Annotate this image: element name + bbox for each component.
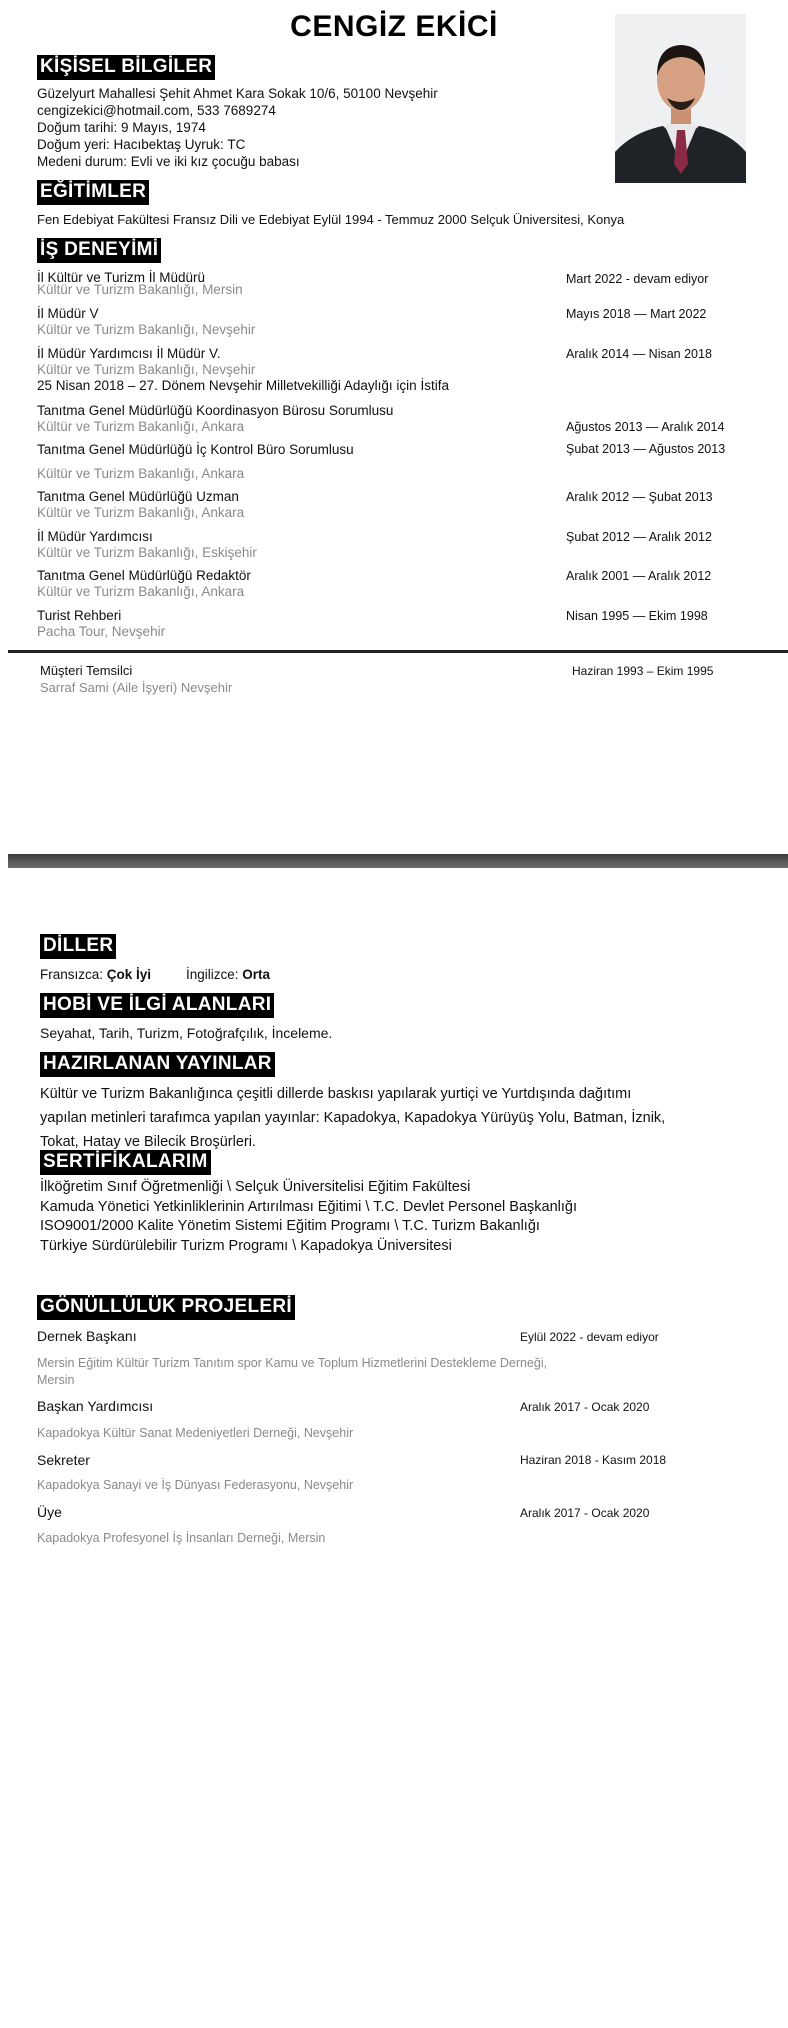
certificate-item: Türkiye Sürdürülebilir Turizm Programı \ Kapadokya Üniversitesi: [40, 1237, 452, 1254]
experience-note: 25 Nisan 2018 – 27. Dönem Nevşehir Milletvekilliği Adaylığı için İstifa: [37, 378, 449, 393]
publications-line: yapılan metinleri tarafımca yapılan yayınlar: Kapadokya, Kapadokya Yürüyüş Yolu, Batman, İznik,: [40, 1110, 666, 1126]
experience-title: Tanıtma Genel Müdürlüğü İç Kontrol Büro Sorumlusu: [37, 442, 354, 457]
volunteer-title: Sekreter: [37, 1452, 90, 1468]
volunteer-date: Eylül 2022 - devam ediyor: [520, 1330, 659, 1344]
volunteer-date: Haziran 2018 - Kasım 2018: [520, 1453, 667, 1467]
volunteer-title: Dernek Başkanı: [37, 1328, 137, 1344]
experience-org: Kültür ve Turizm Bakanlığı, Ankara: [37, 419, 245, 434]
experience-date: Şubat 2012 — Aralık 2012: [566, 530, 712, 544]
certificate-item: ISO9001/2000 Kalite Yönetim Sistemi Eğitim Programı \ T.C. Turizm Bakanlığı: [40, 1218, 540, 1234]
personal-address: Güzelyurt Mahallesi Şehit Ahmet Kara Sokak 10/6, 50100 Nevşehir: [37, 86, 438, 101]
personal-contact: cengizekici@hotmail.com, 533 7689274: [37, 103, 276, 118]
volunteer-org: Kapadokya Profesyonel İş İnsanları Derneği, Mersin: [37, 1531, 326, 1545]
volunteer-org: Kapadokya Kültür Sanat Medeniyetleri Derneği, Nevşehir: [37, 1426, 354, 1440]
certificate-item: Kamuda Yönetici Yetkinliklerinin Artırılması Eğitimi \ T.C. Devlet Personel Başkanlığı: [40, 1198, 578, 1215]
experience-date: Mart 2022 - devam ediyor: [566, 272, 709, 286]
experience-org: Kültür ve Turizm Bakanlığı, Ankara: [37, 584, 245, 599]
experience-title: Tanıtma Genel Müdürlüğü Koordinasyon Bürosu Sorumlusu: [37, 403, 394, 418]
volunteer-org-continued: Mersin: [37, 1373, 75, 1387]
language-level: Orta: [242, 967, 271, 982]
publications-line: Kültür ve Turizm Bakanlığınca çeşitli dillerde baskısı yapılarak yurtiçi ve Yurtdışında dağıtımı: [40, 1086, 632, 1102]
publications-text: [40, 1082, 740, 1154]
volunteer-date: Aralık 2017 - Ocak 2020: [520, 1400, 650, 1414]
experience-title: Turist Rehberi: [37, 608, 122, 623]
section-heading-education: EĞİTİMLER: [37, 180, 149, 205]
section-heading-certificates: SERTİFİKALARIM: [40, 1150, 211, 1175]
profile-photo: [615, 14, 746, 183]
experience-date: Şubat 2013 — Ağustos 2013: [566, 442, 726, 456]
section-heading-publications: HAZIRLANAN YAYINLAR: [40, 1052, 275, 1077]
language-french: [40, 967, 151, 982]
experience-date: Mayıs 2018 — Mart 2022: [566, 307, 707, 321]
page-break: [8, 854, 788, 868]
experience-date: Nisan 1995 — Ekim 1998: [566, 609, 708, 623]
hobbies-text: Seyahat, Tarih, Turizm, Fotoğrafçılık, İnceleme.: [40, 1025, 333, 1041]
experience-title: Müşteri Temsilci: [40, 663, 133, 678]
experience-title: İl Müdür Yardımcısı İl Müdür V.: [37, 346, 221, 361]
section-heading-languages: DİLLER: [40, 934, 116, 959]
certificates-list: [40, 1178, 740, 1256]
experience-org: Kültür ve Turizm Bakanlığı, Ankara: [37, 505, 245, 520]
personal-birthplace: Doğum yeri: Hacıbektaş Uyruk: TC: [37, 137, 246, 152]
experience-org: Kültür ve Turizm Bakanlığı, Eskişehir: [37, 545, 257, 560]
personal-marital: Medeni durum: Evli ve iki kız çocuğu babası: [37, 154, 300, 169]
volunteer-org: Kapadokya Sanayi ve İş Dünyası Federasyonu, Nevşehir: [37, 1478, 354, 1492]
page-divider: [8, 650, 788, 653]
language-name: İngilizce:: [186, 967, 239, 982]
publications-line: Tokat, Hatay ve Bilecik Broşürleri.: [40, 1134, 256, 1150]
volunteer-title: Üye: [37, 1504, 62, 1520]
volunteer-org: Mersin Eğitim Kültür Turizm Tanıtım spor Kamu ve Toplum Hizmetlerini Destekleme Derneği,: [37, 1356, 548, 1370]
experience-date: Aralık 2001 — Aralık 2012: [566, 569, 712, 583]
certificate-item: İlköğretim Sınıf Öğretmenliği \ Selçuk Üniversitelisi Eğitim Fakültesi: [40, 1179, 471, 1195]
experience-title: Tanıtma Genel Müdürlüğü Redaktör: [37, 568, 251, 583]
education-entry: Fen Edebiyat Fakültesi Fransız Dili ve Edebiyat Eylül 1994 - Temmuz 2000 Selçuk Üniversitesi, Konya: [37, 212, 625, 227]
section-heading-personal: KİŞİSEL BİLGİLER: [37, 55, 215, 80]
experience-date: Ağustos 2013 — Aralık 2014: [566, 420, 725, 434]
volunteer-date: Aralık 2017 - Ocak 2020: [520, 1506, 650, 1520]
experience-org: Kültür ve Turizm Bakanlığı, Nevşehir: [37, 322, 256, 337]
personal-birthdate: Doğum tarihi: 9 Mayıs, 1974: [37, 120, 206, 135]
page-title: CENGİZ EKİCİ: [290, 10, 498, 43]
language-level: Çok İyi: [106, 967, 152, 982]
experience-title: İl Müdür V: [37, 306, 99, 321]
experience-org: Pacha Tour, Nevşehir: [37, 624, 166, 639]
experience-title: İl Kültür ve Turizm İl Müdürü: [37, 270, 206, 285]
section-heading-hobbies: HOBİ VE İLGİ ALANLARI: [40, 993, 274, 1018]
experience-org: Sarraf Sami (Aile İşyeri) Nevşehir: [40, 680, 233, 695]
volunteer-title: Başkan Yardımcısı: [37, 1398, 154, 1414]
language-name: Fransızca:: [40, 967, 104, 982]
section-heading-experience: İŞ DENEYİMİ: [37, 238, 161, 263]
experience-title: İl Müdür Yardımcısı: [37, 529, 153, 544]
language-english: [186, 967, 270, 982]
experience-date: Aralık 2014 — Nisan 2018: [566, 347, 712, 361]
person-portrait-icon: [615, 14, 746, 183]
experience-date: Haziran 1993 – Ekim 1995: [572, 664, 714, 678]
experience-date: Aralık 2012 — Şubat 2013: [566, 490, 713, 504]
experience-org: Kültür ve Turizm Bakanlığı, Nevşehir: [37, 362, 256, 377]
experience-org: Kültür ve Turizm Bakanlığı, Ankara: [37, 466, 245, 481]
experience-title: Tanıtma Genel Müdürlüğü Uzman: [37, 489, 239, 504]
section-heading-volunteer: GÖNÜLLÜLÜK PROJELERİ: [37, 1295, 295, 1320]
experience-org: Kültür ve Turizm Bakanlığı, Mersin: [37, 282, 243, 297]
